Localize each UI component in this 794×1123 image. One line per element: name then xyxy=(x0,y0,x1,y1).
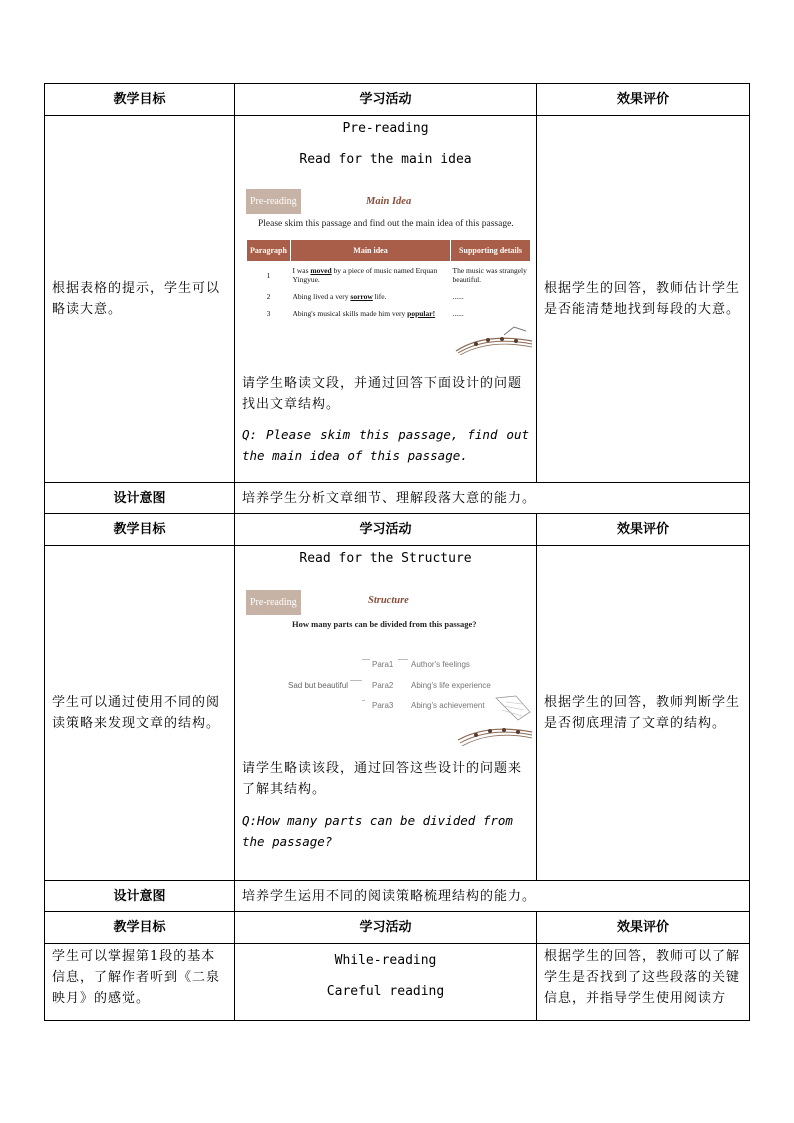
table-header-row xyxy=(45,84,750,116)
col-supporting: Supporting details xyxy=(451,240,531,262)
section3-activity xyxy=(235,944,537,1021)
para2-desc: Abing's life experience xyxy=(411,681,491,690)
slide-prompt: Please skim this passage and find out the main idea of this passage. xyxy=(258,219,514,229)
header-activity: 学习活动 xyxy=(235,514,537,546)
section3-title2: Careful reading xyxy=(326,984,445,999)
piano-music-notes-icon xyxy=(456,694,534,746)
lesson-plan-page xyxy=(44,83,750,1021)
design-intent-row xyxy=(45,483,750,514)
main-idea-table xyxy=(246,239,531,322)
table-row: 2 Abing lived a very sorrow life. ...... xyxy=(266,292,464,301)
lesson-plan-table xyxy=(44,83,750,1021)
col-main-idea: Main idea xyxy=(291,240,451,262)
section1-row xyxy=(45,116,750,483)
slide-tag: Pre-reading xyxy=(246,590,301,615)
main-idea-slide xyxy=(242,185,534,355)
section1-evaluation: 根据学生的回答，教师估计学生是否能清楚地找到每段的大意。 xyxy=(537,116,750,483)
intent1-text: 培养学生分析文章细节、理解段落大意的能力。 xyxy=(235,483,750,514)
section2-activity xyxy=(235,546,537,881)
header-activity: 学习活动 xyxy=(235,84,537,116)
para2-label: Para2 xyxy=(372,681,394,690)
table-header-row xyxy=(45,912,750,944)
section1-goal: 根据表格的提示，学生可以略读大意。 xyxy=(45,116,235,483)
header-goal: 教学目标 xyxy=(45,84,235,116)
section1-question: Q: Please skim this passage, find out the main idea of this passage. xyxy=(242,427,529,463)
section1-instruction: 请学生略读文段，并通过回答下面设计的问题找出文章结构。 xyxy=(242,376,523,412)
intent1-label: 设计意图 xyxy=(45,483,235,514)
slide-title: Main Idea xyxy=(366,196,412,207)
section2-evaluation: 根据学生的回答，教师判断学生是否彻底理清了文章的结构。 xyxy=(537,546,750,881)
piano-music-notes-icon xyxy=(454,325,534,355)
section1-activity xyxy=(235,116,537,483)
section2-goal: 学生可以通过使用不同的阅读策略来发现文章的结构。 xyxy=(45,546,235,881)
section3-title1: While-reading xyxy=(334,953,437,968)
slide-title: Structure xyxy=(368,595,409,606)
section3-evaluation: 根据学生的回答，教师可以了解学生是否找到了这些段落的关键信息，并指导学生使用阅读方 xyxy=(537,944,750,1021)
table-row: 3 Abing's musical skills made him very popular! ...... xyxy=(266,309,464,318)
section2-instruction: 请学生略读该段，通过回答这些设计的问题来了解其结构。 xyxy=(242,761,523,797)
header-activity: 学习活动 xyxy=(235,912,537,944)
structure-slide xyxy=(242,586,534,746)
slide-prompt: How many parts can be divided from this passage? xyxy=(292,619,477,629)
header-evaluation: 效果评价 xyxy=(537,912,750,944)
section3-goal: 学生可以掌握第1段的基本信息，了解作者听到《二泉映月》的感觉。 xyxy=(45,944,235,1021)
header-goal: 教学目标 xyxy=(45,912,235,944)
para1-label: Para1 xyxy=(372,660,394,669)
section2-question: Q:How many parts can be divided from the passage? xyxy=(242,813,513,849)
slide-tag: Pre-reading xyxy=(246,189,301,214)
para3-desc: Abing's achievement xyxy=(411,701,485,710)
col-paragraph: Paragraph xyxy=(247,240,291,262)
header-evaluation: 效果评价 xyxy=(537,84,750,116)
intent2-text: 培养学生运用不同的阅读策略梳理结构的能力。 xyxy=(235,881,750,912)
intent2-label: 设计意图 xyxy=(45,881,235,912)
header-evaluation: 效果评价 xyxy=(537,514,750,546)
header-goal: 教学目标 xyxy=(45,514,235,546)
para3-label: Para3 xyxy=(372,701,394,710)
section1-title2: Read for the main idea xyxy=(299,152,472,167)
section2-row xyxy=(45,546,750,881)
design-intent-row xyxy=(45,881,750,912)
structure-center: Sad but beautiful xyxy=(288,681,349,690)
section2-title: Read for the Structure xyxy=(299,551,472,566)
section3-row xyxy=(45,944,750,1021)
table-row: 1 I was moved by a piece of music named Erquan Yingyue. The music was strangely beautiful. xyxy=(266,266,527,284)
table-header-row xyxy=(45,514,750,546)
section1-title1: Pre-reading xyxy=(342,121,429,136)
para1-desc: Author's feelings xyxy=(411,660,470,669)
